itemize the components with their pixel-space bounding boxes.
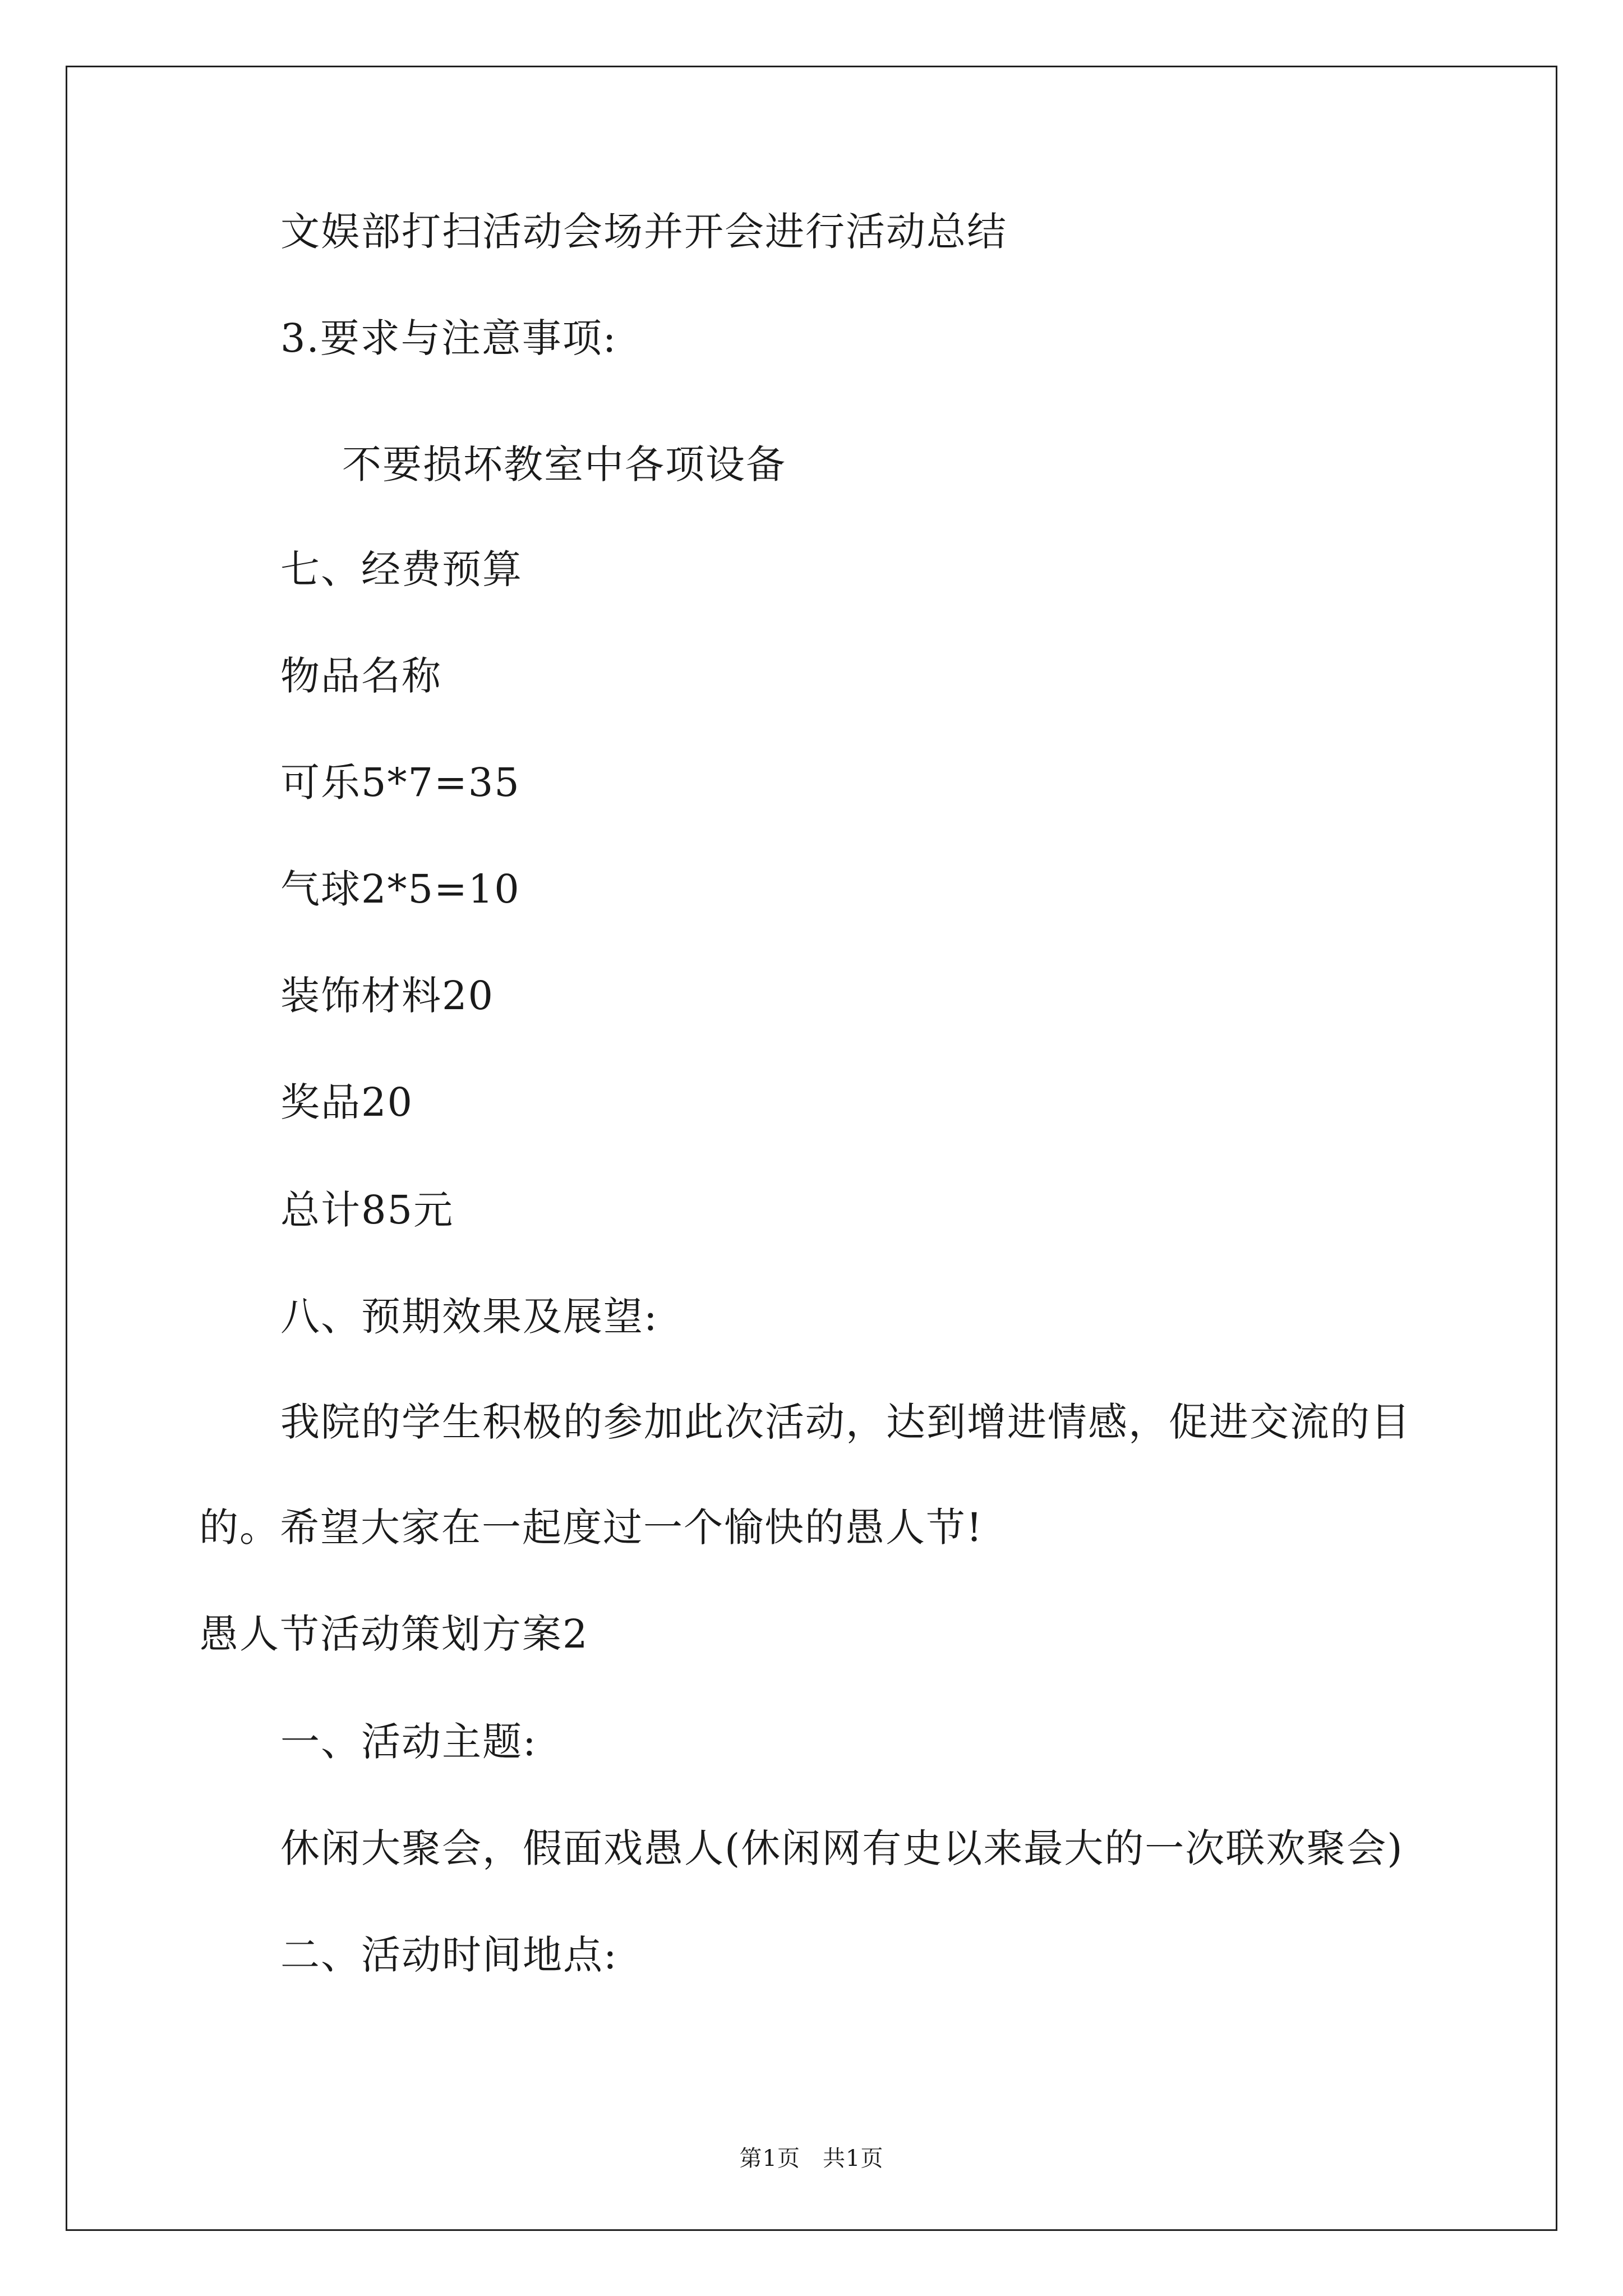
- page-footer: [0, 2142, 1623, 2175]
- page-total: 共1页: [823, 2146, 884, 2171]
- budget-item-balloon: 气球2*5=10: [280, 866, 520, 912]
- text-line-3: 不要损坏教室中各项设备: [342, 441, 786, 487]
- section-heading-time-place: 二、活动时间地点:: [280, 1932, 618, 1978]
- theme-text: 休闲大聚会，假面戏愚人(休闲网有史以来最大的一次联欢聚会): [280, 1825, 1404, 1871]
- section-heading-theme: 一、活动主题:: [280, 1719, 537, 1765]
- budget-total: 总计85元: [280, 1187, 454, 1233]
- text-line-1: 文娱部打扫活动会场并开会进行活动总结: [280, 209, 1007, 255]
- page-border: [66, 66, 1557, 2231]
- section-heading-expectation: 八、预期效果及展望:: [280, 1294, 658, 1340]
- text-line-item-name: 物品名称: [280, 653, 442, 699]
- paragraph-line-2: 的。希望大家在一起度过一个愉快的愚人节!: [199, 1504, 984, 1550]
- budget-item-cola: 可乐5*7=35: [280, 760, 520, 806]
- plan-title: 愚人节活动策划方案2: [199, 1611, 589, 1657]
- page-number: 第1页: [739, 2146, 800, 2171]
- paragraph-line-1: 我院的学生积极的参加此次活动，达到增进情感，促进交流的目: [280, 1399, 1411, 1445]
- section-heading-budget: 七、经费预算: [280, 546, 523, 592]
- budget-item-decoration: 装饰材料20: [280, 973, 495, 1019]
- text-line-2: 3.要求与注意事项:: [280, 315, 617, 361]
- budget-item-prize: 奖品20: [280, 1079, 414, 1125]
